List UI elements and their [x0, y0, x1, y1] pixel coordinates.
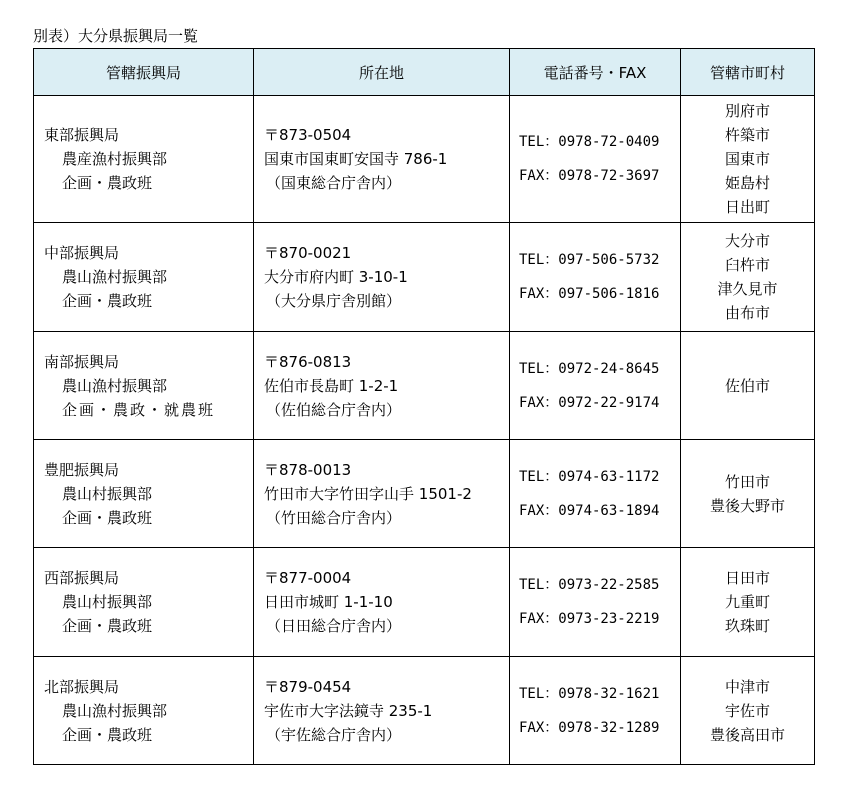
street-address: 宇佐市大字法鏡寺 235-1 — [264, 701, 433, 720]
office-name: 中部振興局 — [44, 244, 120, 262]
office-cell — [34, 548, 254, 657]
town-name: 豊後大野市 — [709, 496, 785, 515]
office-section: 企画・農政・就農班 — [62, 400, 216, 419]
town-name: 別府市 — [724, 102, 770, 120]
towns-cell — [681, 657, 815, 765]
phone-cell — [510, 332, 681, 440]
town-name: 豊後高田市 — [709, 725, 785, 744]
town-name: 九重町 — [724, 593, 770, 611]
office-name: 西部振興局 — [44, 569, 120, 587]
office-department: 農産漁村振興部 — [62, 150, 168, 168]
phone-cell — [510, 548, 681, 657]
table-row — [34, 548, 815, 657]
office-section: 企画・農政班 — [62, 508, 153, 527]
street-address: 大分市府内町 3-10-1 — [264, 268, 408, 286]
street-address: 日田市城町 1-1-10 — [264, 593, 393, 611]
building-name: （佐伯総合庁舎内） — [266, 400, 402, 419]
table-row — [34, 223, 815, 332]
town-name: 中津市 — [724, 677, 770, 696]
header-phone: 電話番号・FAX — [510, 49, 681, 96]
building-name: （国東総合庁舎内） — [266, 174, 402, 192]
header-address: 所在地 — [254, 49, 510, 96]
address-cell — [254, 657, 510, 765]
table-row — [34, 440, 815, 548]
street-address: 佐伯市長島町 1-2-1 — [264, 376, 399, 395]
building-name: （宇佐総合庁舎内） — [266, 725, 402, 744]
town-name: 由布市 — [724, 304, 770, 322]
fax-number: FAX：0972-22-9174 — [519, 394, 660, 411]
towns-cell — [681, 223, 815, 332]
postal-code: 〒877-0004 — [264, 569, 352, 587]
header-row — [34, 49, 815, 96]
towns-cell — [681, 96, 815, 223]
fax-number: FAX：0973-23-2219 — [519, 611, 660, 627]
office-department: 農山漁村振興部 — [62, 376, 168, 395]
towns-cell — [681, 332, 815, 440]
tel-number: TEL：0974-63-1172 — [519, 468, 660, 485]
office-name: 豊肥振興局 — [44, 460, 120, 479]
office-department: 農山漁村振興部 — [62, 701, 168, 720]
phone-cell — [510, 440, 681, 548]
address-cell — [254, 440, 510, 548]
table-row — [34, 657, 815, 765]
fax-number: FAX：0978-32-1289 — [519, 719, 660, 736]
fax-number: FAX：0978-72-3697 — [519, 168, 660, 184]
header-towns: 管轄市町村 — [681, 49, 815, 96]
town-name: 佐伯市 — [724, 376, 770, 395]
town-name: 日田市 — [724, 569, 770, 587]
tel-number: TEL：0972-24-8645 — [519, 360, 660, 377]
office-cell — [34, 96, 254, 223]
town-name: 臼杵市 — [724, 256, 770, 274]
phone-cell — [510, 96, 681, 223]
town-name: 宇佐市 — [724, 701, 770, 720]
postal-code: 〒879-0454 — [264, 677, 352, 696]
office-department: 農山村振興部 — [62, 593, 153, 611]
address-cell — [254, 548, 510, 657]
office-cell — [34, 440, 254, 548]
fax-number: FAX：0974-63-1894 — [519, 502, 660, 519]
office-cell — [34, 332, 254, 440]
building-name: （竹田総合庁舎内） — [266, 508, 402, 527]
table-row — [34, 96, 815, 223]
towns-cell — [681, 548, 815, 657]
office-cell — [34, 657, 254, 765]
town-name: 杵築市 — [724, 126, 770, 144]
town-name: 姫島村 — [724, 174, 770, 192]
town-name: 玖珠町 — [724, 617, 770, 635]
office-section: 企画・農政班 — [62, 174, 153, 192]
phone-cell — [510, 657, 681, 765]
office-section: 企画・農政班 — [62, 617, 153, 635]
office-name: 南部振興局 — [44, 352, 120, 371]
office-section: 企画・農政班 — [62, 725, 153, 744]
tel-number: TEL：0978-32-1621 — [519, 685, 660, 702]
office-name: 北部振興局 — [44, 677, 120, 696]
office-section: 企画・農政班 — [62, 292, 153, 310]
street-address: 国東市国東町安国寺 786-1 — [264, 150, 448, 168]
street-address: 竹田市大字竹田字山手 1501-2 — [264, 484, 472, 503]
town-name: 大分市 — [724, 232, 770, 250]
office-department: 農山漁村振興部 — [62, 268, 168, 286]
town-name: 日出町 — [724, 198, 770, 216]
building-name: （日田総合庁舎内） — [266, 617, 402, 635]
address-cell — [254, 332, 510, 440]
town-name: 竹田市 — [724, 472, 770, 491]
fax-number: FAX：097-506-1816 — [519, 286, 660, 302]
towns-cell — [681, 440, 815, 548]
office-name: 東部振興局 — [44, 126, 120, 144]
table-caption: 別表）大分県振興局一覧 — [33, 27, 199, 45]
tel-number: TEL：0978-72-0409 — [519, 134, 660, 150]
postal-code: 〒878-0013 — [264, 460, 352, 479]
tel-number: TEL：097-506-5732 — [519, 252, 660, 268]
table-row — [34, 332, 815, 440]
address-cell — [254, 223, 510, 332]
office-table — [33, 48, 815, 765]
phone-cell — [510, 223, 681, 332]
postal-code: 〒870-0021 — [264, 244, 352, 262]
postal-code: 〒873-0504 — [264, 126, 352, 144]
postal-code: 〒876-0813 — [264, 352, 352, 371]
address-cell — [254, 96, 510, 223]
office-cell — [34, 223, 254, 332]
office-department: 農山村振興部 — [62, 484, 153, 503]
tel-number: TEL：0973-22-2585 — [519, 577, 660, 593]
town-name: 津久見市 — [717, 280, 778, 298]
building-name: （大分県庁舎別館） — [266, 292, 402, 310]
header-office: 管轄振興局 — [34, 49, 254, 96]
town-name: 国東市 — [724, 150, 770, 168]
